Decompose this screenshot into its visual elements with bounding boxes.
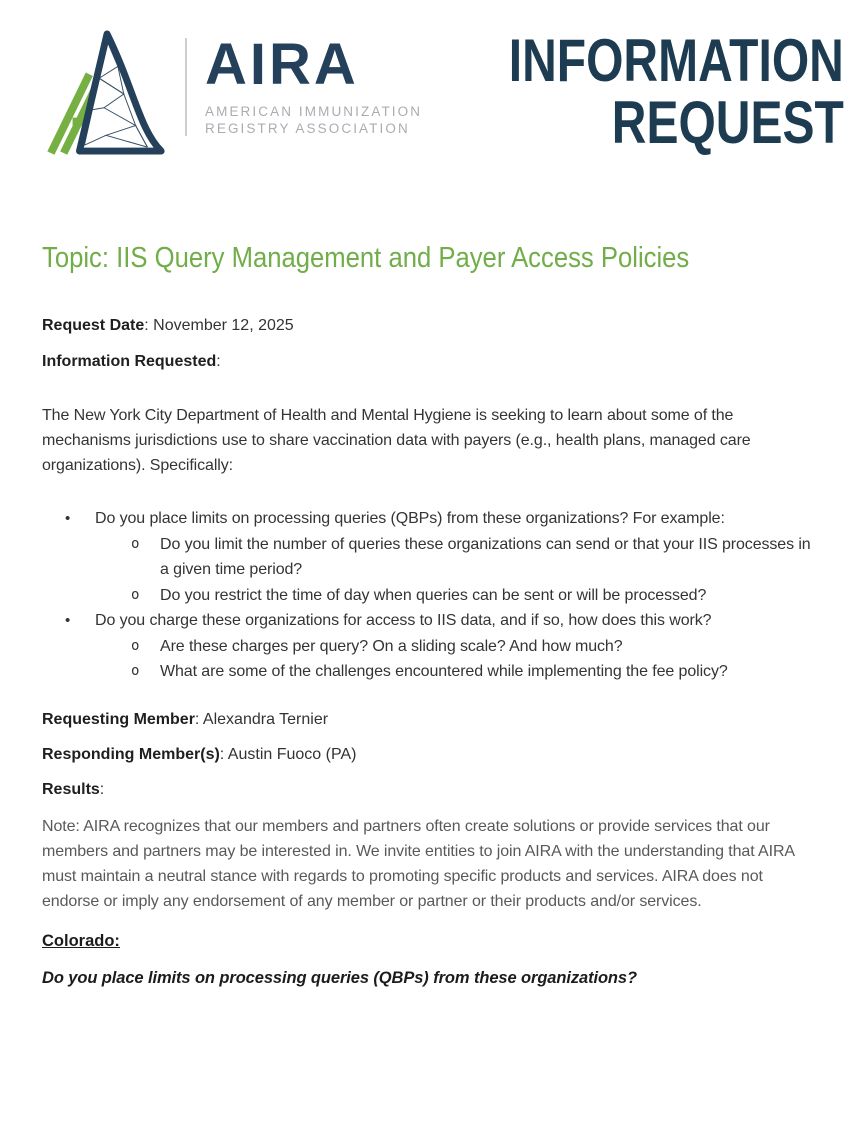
information-requested-label: Information Requested [42, 353, 217, 370]
list-item-text: Do you limit the number of queries these organizations can send or that your IIS processes in a given time period? [160, 535, 811, 578]
list-item [42, 583, 818, 609]
brand-subtitle [205, 103, 422, 137]
results-colon: : [99, 780, 105, 798]
list-item-text: Do you charge these organizations for access to IIS data, and if so, how does this work? [95, 612, 712, 629]
members-section [42, 709, 818, 800]
document-title-line1: INFORMATION [508, 27, 844, 94]
bullet-marker: • [65, 612, 71, 629]
request-date-label: Request Date [42, 317, 145, 334]
neutrality-note: Note: AIRA recognizes that our members and partners often create solutions or provide services that our members and partners may be interested in. We invite entities to join AIRA with the understanding that AIRA must maintain a neutral stance with regards to promoting specific products and services. AIRA does not endorse or imply any endorsement of any member or partner or their products and/or services. [42, 817, 795, 910]
request-date-line [42, 315, 818, 336]
requesting-member-value: : Alexandra Ternier [194, 710, 329, 728]
bullet-marker: o [131, 663, 140, 679]
aira-logo-mark-icon [45, 26, 173, 158]
document-title [508, 27, 844, 157]
information-requested-colon: : [216, 353, 221, 370]
document-body [0, 242, 860, 988]
list-item [42, 532, 818, 583]
list-item-text: Are these charges per query? On a sliding scale? And how much? [160, 637, 623, 655]
requesting-member-line [42, 709, 818, 730]
list-item [42, 659, 818, 685]
list-item [42, 608, 818, 634]
brand-subtitle-line1: AMERICAN IMMUNIZATION [205, 104, 423, 119]
requesting-member-label: Requesting Member [42, 710, 195, 728]
results-label: Results [42, 780, 100, 798]
responding-member-label: Responding Member(s) [42, 745, 220, 763]
bullet-marker: o [131, 637, 140, 654]
list-item [42, 634, 818, 660]
brand-subtitle-line2: REGISTRY ASSOCIATION [205, 121, 410, 136]
responding-member-value: : Austin Fuoco (PA) [219, 745, 357, 763]
results-question: Do you place limits on processing queries (QBPs) from these organizations? [42, 968, 637, 987]
responding-member-line [42, 744, 818, 765]
request-bullet-list [42, 506, 818, 685]
brand-name: AIRA [205, 32, 359, 97]
document-header [0, 0, 860, 158]
request-intro-paragraph: The New York City Department of Health and Mental Hygiene is seeking to learn about some of the mechanisms jurisdictions use to share vaccination data with payers (e.g., health plans, managed care organizations). Specifically: [42, 407, 751, 474]
bullet-marker: • [65, 510, 71, 527]
aira-logo [45, 26, 422, 158]
list-item-text: Do you place limits on processing queries (QBPs) from these organizations? For example: [95, 510, 725, 527]
aira-wordmark [205, 26, 422, 137]
information-requested-line [42, 351, 818, 372]
list-item-text: What are some of the challenges encountered while implementing the fee policy? [160, 663, 728, 680]
bullet-marker: o [131, 535, 140, 552]
request-date-value: : November 12, 2025 [144, 317, 294, 334]
topic-heading: Topic: IIS Query Management and Payer Access Policies [42, 242, 690, 274]
logo-divider [185, 38, 187, 136]
document-title-line2: REQUEST [611, 89, 844, 157]
list-item [42, 506, 818, 532]
list-item-text: Do you restrict the time of day when queries can be sent or will be processed? [160, 586, 707, 604]
results-line [42, 779, 818, 800]
state-heading-colorado: Colorado: [42, 931, 120, 950]
bullet-marker: o [131, 586, 140, 603]
